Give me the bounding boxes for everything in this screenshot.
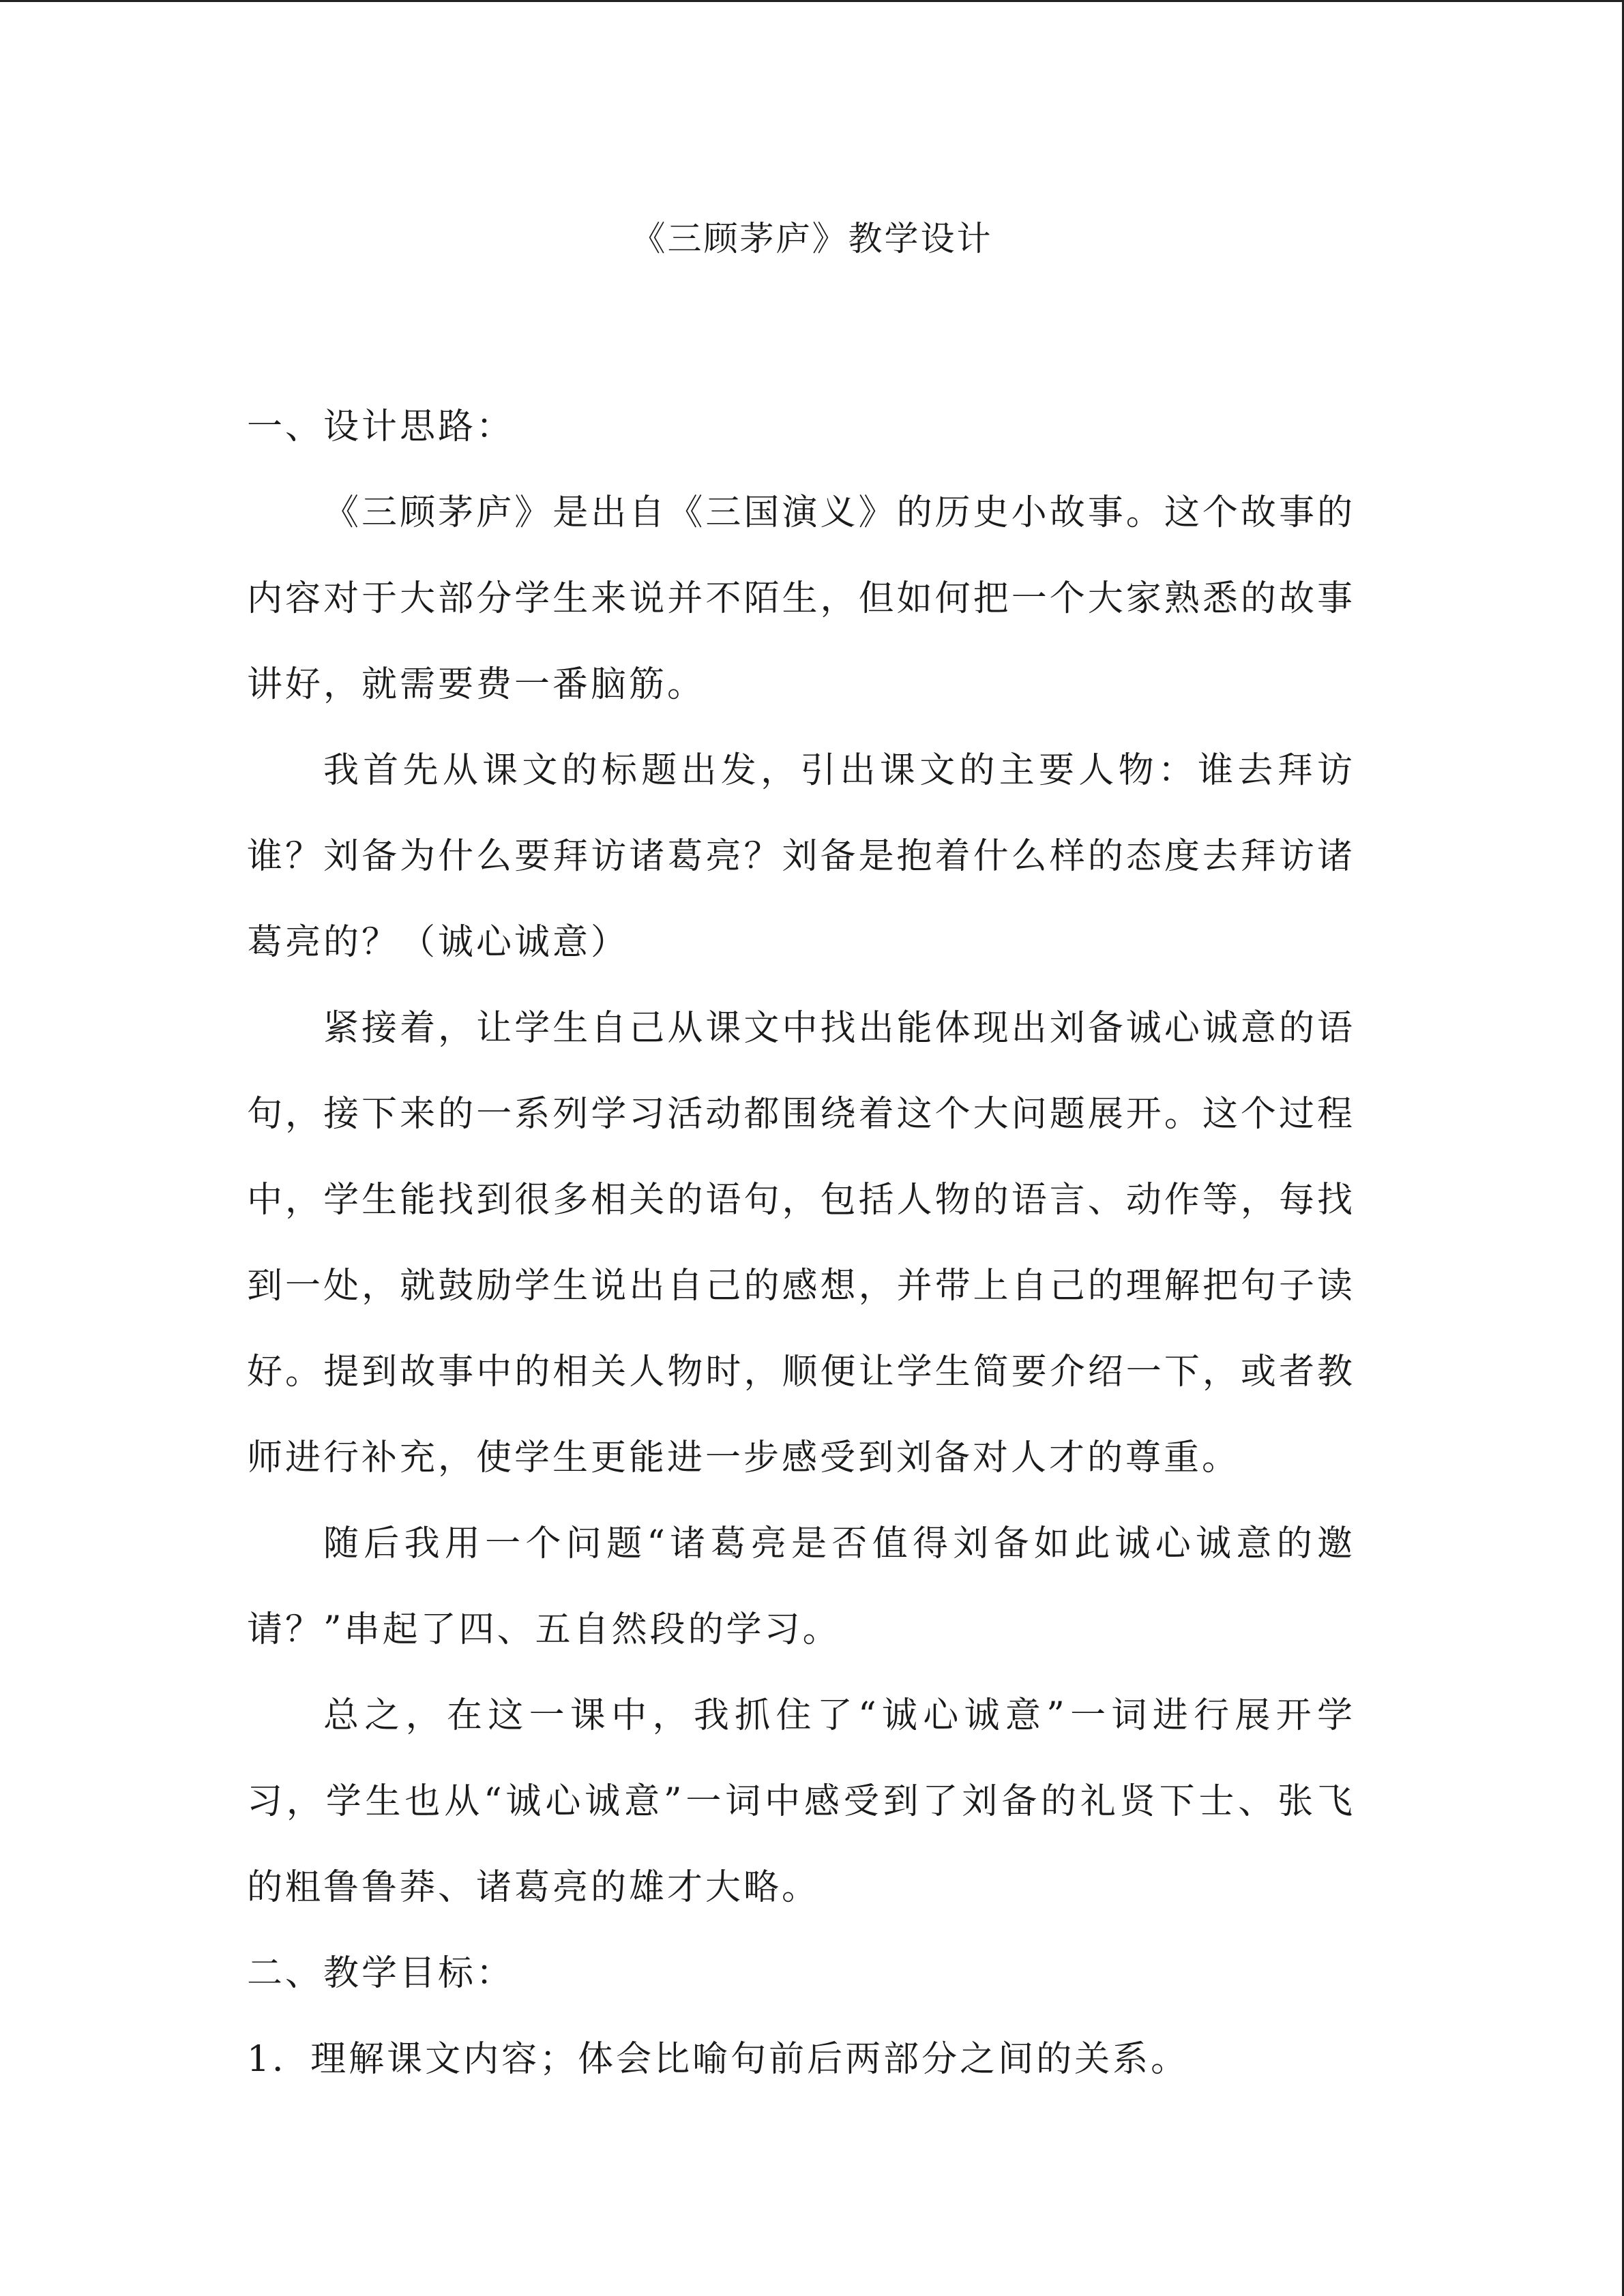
section-heading-design: 一、设计思路： xyxy=(247,406,515,447)
design-paragraph-1: 《三顾茅庐》是出自《三国演义》的历史小故事。这个故事的内容对于大部分学生来说并不陌生，但如何把一个大家熟悉的故事讲好，就需要费一番脑筋。 xyxy=(247,492,1355,705)
design-paragraph-5: 总之，在这一课中，我抓住了“诚心诚意”一词进行展开学习，学生也从“诚心诚意”一词中感受到了刘备的礼贤下士、张飞的粗鲁鲁莽、诸葛亮的雄才大略。 xyxy=(247,1695,1355,1908)
design-paragraph-3: 紧接着，让学生自己从课文中找出能体现出刘备诚心诚意的语句，接下来的一系列学习活动都围绕着这个大问题展开。这个过程中，学生能找到很多相关的语句，包括人物的语言、动作等，每找到一处，就鼓励学生说出自己的感想，并带上自己的理解把句子读好。提到故事中的相关人物时，顺便让学生简要介绍一下，或者教师进行补充，使学生更能进一步感受到刘备对人才的尊重。 xyxy=(247,1008,1355,1478)
section-heading-goals: 二、教学目标： xyxy=(247,1953,515,1994)
design-paragraph-2: 我首先从课文的标题出发，引出课文的主要人物：谁去拜访谁？刘备为什么要拜访诸葛亮？刘备是抱着什么样的态度去拜访诸葛亮的？（诚心诚意） xyxy=(247,750,1355,963)
goal-item-1: 1．理解课文内容；体会比喻句前后两部分之间的关系。 xyxy=(247,2039,1190,2080)
design-paragraph-4: 随后我用一个问题“诸葛亮是否值得刘备如此诚心诚意的邀请？”串起了四、五自然段的学习。 xyxy=(247,1523,1355,1650)
document-body xyxy=(247,384,1355,2102)
document-title: 《三顾茅庐》教学设计 xyxy=(631,219,993,258)
page-top-border xyxy=(0,0,1624,2)
